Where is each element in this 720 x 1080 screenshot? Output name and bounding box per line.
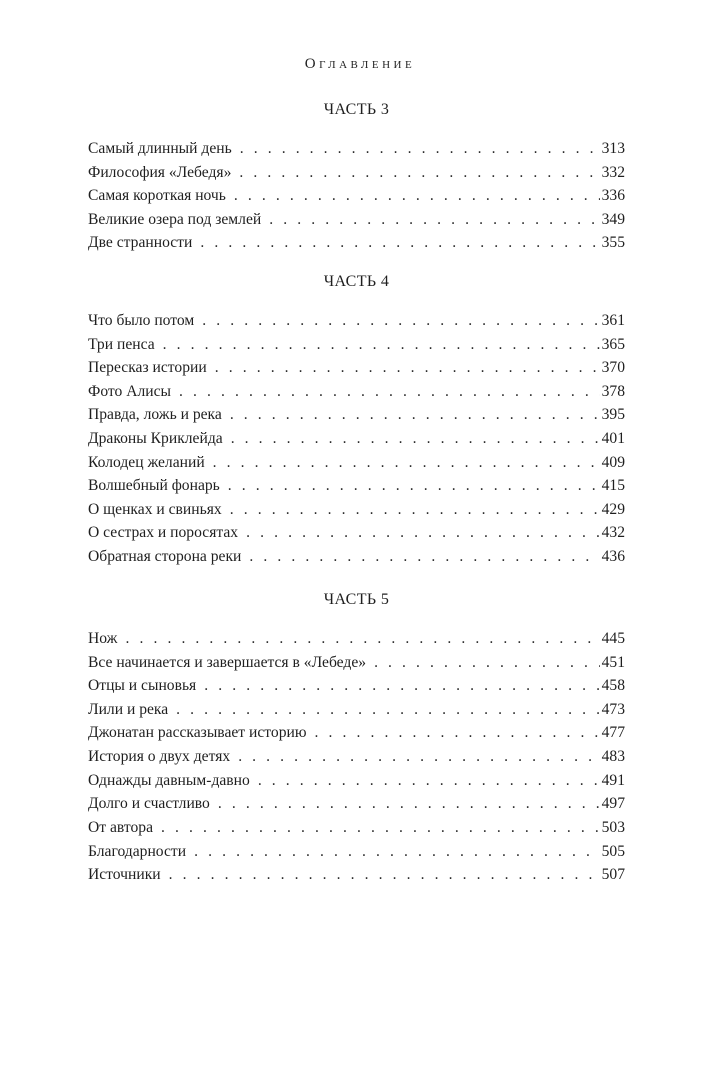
entry-title: Самая короткая ночь [88,187,226,205]
dot-leader [202,309,599,333]
entry-page: 429 [601,500,625,518]
entry-page: 497 [601,795,625,813]
part-3-section [88,100,625,255]
toc-entry[interactable] [88,380,625,404]
dot-leader [238,745,599,769]
toc-entry[interactable] [88,840,625,864]
entry-title: Лили и река [88,700,169,718]
entry-page: 505 [601,842,625,860]
back-matter-section [88,816,625,887]
dot-leader [200,231,599,255]
dot-leader [215,356,600,380]
toc-entry[interactable] [88,863,625,887]
entry-page: 409 [601,453,625,471]
entry-page: 491 [601,771,625,789]
toc-entry[interactable] [88,651,625,675]
entry-page: 483 [601,747,625,765]
dot-leader [125,627,599,651]
toc-entry[interactable] [88,403,625,427]
entry-page: 473 [601,700,625,718]
entry-title: Правда, ложь и река [88,406,222,424]
entry-page: 355 [601,234,625,252]
toc-entry[interactable] [88,721,625,745]
dot-leader [218,792,600,816]
page-title: Оглавление [304,56,416,72]
toc-entry[interactable] [88,427,625,451]
entry-title: От автора [88,819,153,836]
entry-title: Колодец желаний [88,453,205,471]
toc-entry[interactable] [88,231,625,255]
entry-page: 436 [601,547,625,565]
toc-entry[interactable] [88,451,625,475]
dot-leader [230,498,600,522]
dot-leader [176,698,599,722]
toc-entry[interactable] [88,498,625,522]
entry-page: 507 [601,866,625,884]
entry-title: Великие озера под землей [88,210,262,228]
entry-page: 451 [601,653,625,671]
entry-title: Однажды давным-давно [88,771,250,789]
entry-title: Источники [88,866,161,884]
toc-entry[interactable] [88,184,625,208]
part-4-section [88,272,625,569]
dot-leader [213,451,600,475]
entry-page: 365 [601,335,625,353]
dot-leader [249,545,599,569]
entry-title: Две странности [88,234,193,252]
entry-page: 313 [601,140,625,157]
entry-page: 361 [601,312,625,329]
entry-page: 401 [601,429,625,447]
entry-title: Долго и счастливо [88,795,210,813]
entry-title: Волшебный фонарь [88,477,220,495]
dot-leader [179,380,600,404]
toc-entry[interactable] [88,474,625,498]
entry-page: 332 [601,163,625,181]
entry-title: Три пенса [88,335,155,353]
entry-page: 395 [601,406,625,424]
toc-entry[interactable] [88,161,625,185]
toc-entry[interactable] [88,816,625,840]
entry-title: Благодарности [88,842,187,860]
toc-entry[interactable] [88,521,625,545]
entry-title: Нож [88,630,118,647]
dot-leader [258,769,600,793]
dot-leader [163,333,600,357]
toc-entry[interactable] [88,698,625,722]
toc-entry[interactable] [88,356,625,380]
toc-entry[interactable] [88,333,625,357]
entry-title: Обратная сторона реки [88,547,242,565]
entry-page: 432 [601,524,625,542]
part-5-section [88,590,625,816]
entry-title: Драконы Криклейда [88,429,223,447]
entry-title: Все начинается и завершается в «Лебеде» [88,653,367,671]
entry-page: 503 [601,819,625,836]
dot-leader [374,651,600,675]
dot-leader [234,184,600,208]
dot-leader [231,427,600,451]
dot-leader [230,403,600,427]
dot-leader [228,474,600,498]
entry-title: Философия «Лебедя» [88,163,232,181]
entry-title: Самый длинный день [88,140,232,157]
part-3-heading: ЧАСТЬ 3 [323,101,390,118]
entry-page: 378 [601,382,625,400]
toc-entry[interactable] [88,309,625,333]
part-5-heading: ЧАСТЬ 5 [323,591,390,608]
dot-leader [169,863,600,887]
entry-page: 336 [601,187,625,205]
dot-leader [194,840,600,864]
entry-title: О щенках и свиньях [88,500,222,518]
toc-entry[interactable] [88,792,625,816]
toc-entry[interactable] [88,137,625,161]
dot-leader [269,208,599,232]
entry-page: 477 [601,724,625,742]
entry-page: 370 [601,359,625,377]
entry-title: Что было потом [88,312,195,329]
dot-leader [161,816,600,840]
entry-title: Джонатан рассказывает историю [88,724,307,742]
entry-page: 445 [601,630,625,647]
toc-entry[interactable] [88,627,625,651]
entry-page: 458 [601,677,625,695]
toc-entry[interactable] [88,208,625,232]
toc-entry[interactable] [88,769,625,793]
dot-leader [204,674,599,698]
entry-title: История о двух детях [88,747,231,765]
dot-leader [239,161,599,185]
dot-leader [246,521,600,545]
entry-title: Отцы и сыновья [88,677,197,695]
entry-page: 349 [601,210,625,228]
entry-title: О сестрах и поросятах [88,524,239,542]
entry-title: Фото Алисы [88,382,172,400]
entry-page: 415 [601,477,625,495]
dot-leader [240,137,600,161]
toc-entry[interactable] [88,545,625,569]
entry-title: Пересказ истории [88,359,207,377]
toc-entry[interactable] [88,745,625,769]
dot-leader [315,721,600,745]
toc-entry[interactable] [88,674,625,698]
part-4-heading: ЧАСТЬ 4 [323,273,390,290]
